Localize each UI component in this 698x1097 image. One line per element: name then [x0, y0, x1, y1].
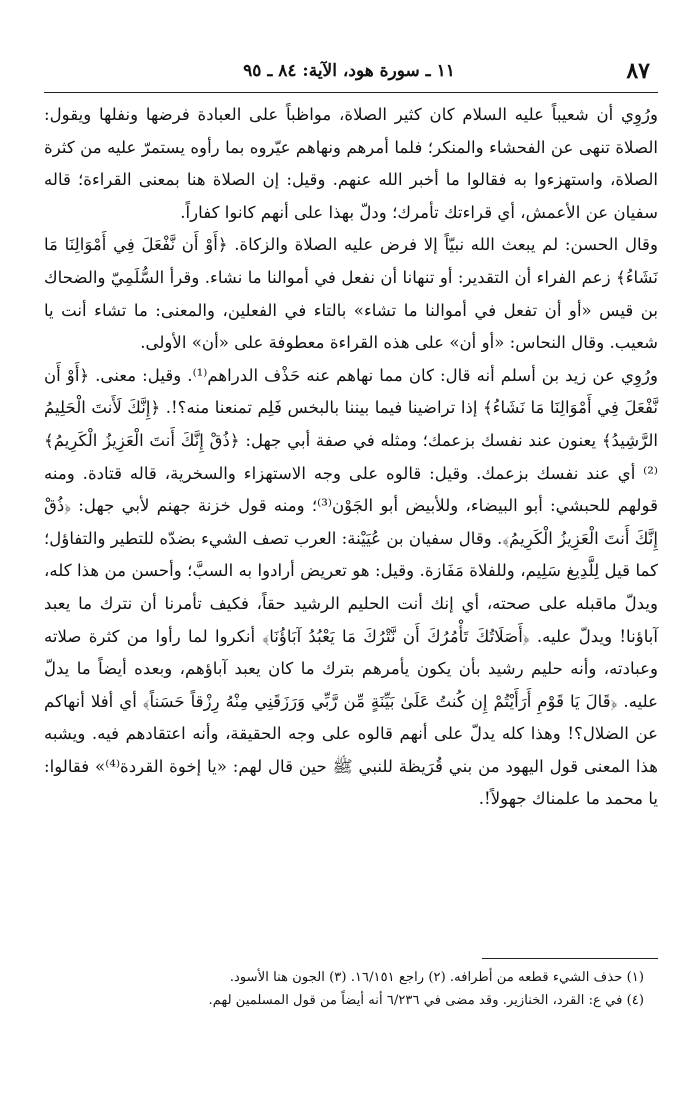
running-head: ١١ ـ سورة هود، الآية: ٨٤ ـ ٩٥ [243, 61, 455, 81]
paragraph: ورُوِي أن شعيباً عليه السلام كان كثير الصلاة، مواظباً على العبادة فرضها ونفلها ويقول: الصلاة تنهى عن الفحشاء والمنكر؛ فلما أمرهم ونهاهم عيّروه بما رأوه يستمرّ عليه من كثرة الصلاة، واستهزءوا به فقالوا ما أخبر الله عنهم. وقيل: إن الصلاة هنا بمعنى القراءة؛ قاله سفيان عن الأعمش، أي قراءتك تأمرك؛ ودلّ بهذا على أنهم كانوا كفاراً. [44, 105, 658, 222]
main-text [44, 99, 658, 816]
footnote-line: (١) حذف الشيء قطعه من أطرافه. (٢) راجع ١٦/١٥١. (٣) الجون هنا الأسود. [229, 970, 644, 985]
footnotes [44, 966, 644, 1012]
paragraph: ورُوِي عن زيد بن أسلم أنه قال: كان مما نهاهم عنه حَذْف الدراهم⁽¹⁾. وقيل: معنى. ﴿أَوْ أَن نَّفْعَلَ فِي أَمْوَالِنَا مَا نَشَاءُ﴾ إذا تراضينا فيما بيننا بالبخس فَلِم تمنعنا منه؟!. ﴿إِنَّكَ لَأَنتَ الْحَلِيمُ الرَّشِيدُ﴾ يعنون عند نفسك بزعمك؛ ومثله في صفة أبي جهل: ﴿ذُقْ إِنَّكَ أَنتَ الْعَزِيزُ الْكَرِيمُ﴾⁽²⁾ أي عند نفسك بزعمك. وقيل: قالوه على وجه الاستهزاء والسخرية، قاله قتادة. ومنه قولهم للحبشي: أبو البيضاء، وللأبيض أبو الجَوْن⁽³⁾؛ ومنه قول خزنة جهنم لأبي جهل: ﴿ذُقْ إِنَّكَ أَنتَ الْعَزِيزُ الْكَرِيمُ﴾. وقال سفيان بن عُيَيْنة: العرب تصف الشيء بضدّه للتطير والتفاؤل؛ كما قيل لِلَّدِيغ سَلِيم، وللفلاة مَفَازة. وقيل: هو تعريض أرادوا به السبَّ؛ وأحسن من هذا كله، ويدلّ ماقبله على صحته، أي إنك أنت الحليم الرشيد حقاً، فكيف تأمرنا أن نترك ما يعبد آباؤنا! ويدلّ عليه. ﴿أَصَلَاتُكَ تَأْمُرُكَ أَن نَّتْرُكَ مَا يَعْبُدُ آبَاؤُنَا﴾ أنكروا لما رأوا من كثرة صلاته وعبادته، وأنه حليم رشيد بأن يكون يأمرهم بترك ما كان يعبد آباؤهم، وبعده أيضاً ما يدلّ عليه. ﴿قَالَ يَا قَوْمِ أَرَأَيْتُمْ إِن كُنتُ عَلَىٰ بَيِّنَةٍ مِّن رَّبِّي وَرَزَقَنِي مِنْهُ رِزْقاً حَسَناً﴾ أي أفلا أنهاكم عن الضلال؟! وهذا كله يدلّ على أنهم قالوه على وجه الحقيقة، وأنه اعتقادهم فيه. ويشبه هذا المعنى قول اليهود من بني قُرَيظة للنبي ﷺ حين قال لهم: «يا إخوة القردة⁽⁴⁾» فقالوا: يا محمد ما علمناك جهولاً!. [44, 365, 658, 809]
footnote-rule [482, 958, 658, 959]
page-number: ٨٧ [626, 58, 650, 84]
header-rule [44, 92, 658, 93]
footnote-line: (٤) في ع: القرد، الخنازير. وقد مضى في ٦/٢٣٦ أنه أيضاً من قول المسلمين لهم. [208, 993, 644, 1008]
page-header [48, 56, 650, 90]
paragraph: وقال الحسن: لم يبعث الله نبيّاً إلا فرض عليه الصلاة والزكاة. ﴿أَوْ أَن نَّفْعَلَ فِي أَمْوَالِنَا مَا نَشَاءُ﴾ زعم الفراء أن التقدير: أو تنهانا أن نفعل في أموالنا ما نشاء. وقرأ السُّلَمِيّ والضحاك بن قيس «أو أن تفعل في أموالنا ما تشاء» بالتاء في الفعلين، والمعنى: ما تشاء أنت يا شعيب. وقال النحاس: «أو أن» على هذه القراءة معطوفة على «أن» الأولى. [44, 235, 658, 353]
